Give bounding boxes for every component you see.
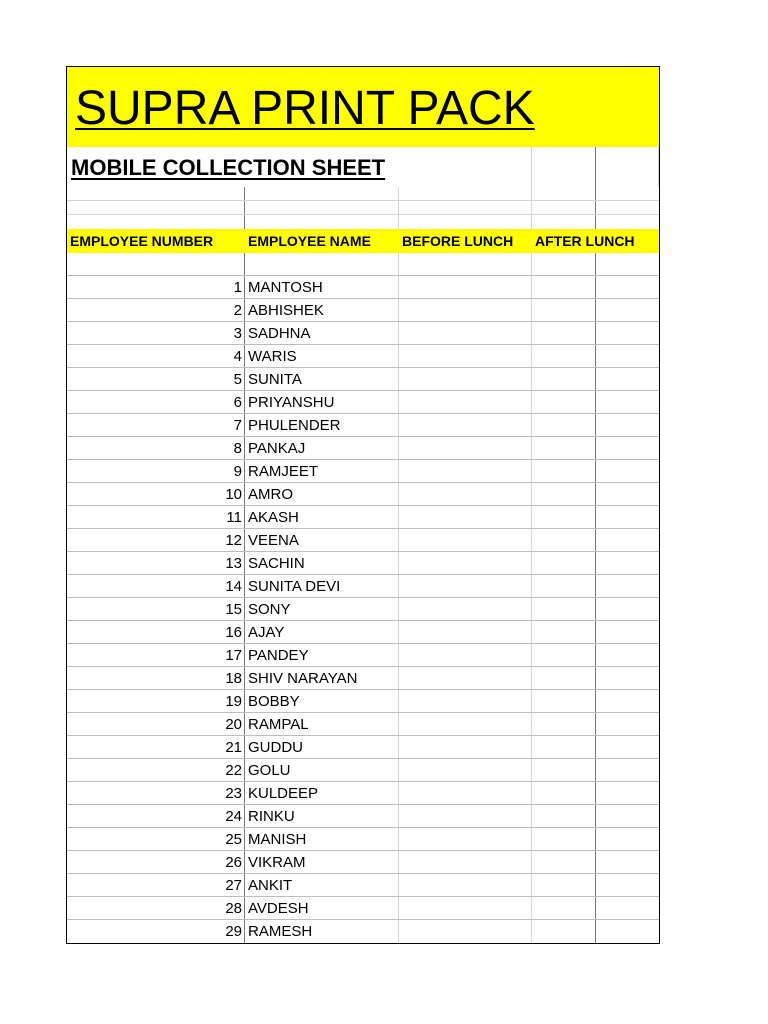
extra-cell[interactable]: [596, 483, 659, 505]
table-row: [67, 644, 659, 667]
extra-cell[interactable]: [596, 667, 659, 689]
employee-table-body: [67, 276, 659, 943]
employee-number-cell: 19: [67, 690, 245, 712]
extra-cell[interactable]: [596, 414, 659, 436]
employee-number-cell: 21: [67, 736, 245, 758]
extra-cell[interactable]: [596, 920, 659, 943]
before-lunch-cell[interactable]: [399, 851, 532, 873]
after-lunch-cell[interactable]: [532, 276, 596, 298]
employee-name-cell: MANISH: [245, 828, 399, 850]
table-row: [67, 759, 659, 782]
table-row: [67, 506, 659, 529]
after-lunch-cell[interactable]: [532, 460, 596, 482]
employee-number-cell: 18: [67, 667, 245, 689]
before-lunch-cell[interactable]: [399, 805, 532, 827]
before-lunch-cell[interactable]: [399, 828, 532, 850]
after-lunch-cell[interactable]: [532, 920, 596, 943]
employee-number-cell: 24: [67, 805, 245, 827]
employee-name-cell: PRIYANSHU: [245, 391, 399, 413]
employee-number-cell: 11: [67, 506, 245, 528]
extra-cell[interactable]: [596, 322, 659, 344]
after-lunch-cell[interactable]: [532, 368, 596, 390]
after-lunch-cell[interactable]: [532, 713, 596, 735]
before-lunch-cell[interactable]: [399, 276, 532, 298]
table-row: [67, 414, 659, 437]
before-lunch-cell[interactable]: [399, 782, 532, 804]
after-lunch-cell[interactable]: [532, 805, 596, 827]
extra-cell[interactable]: [596, 529, 659, 551]
after-lunch-cell[interactable]: [532, 345, 596, 367]
employee-number-cell: 7: [67, 414, 245, 436]
employee-number-cell: 6: [67, 391, 245, 413]
employee-number-cell: 28: [67, 897, 245, 919]
employee-name-cell: AMRO: [245, 483, 399, 505]
before-lunch-cell[interactable]: [399, 690, 532, 712]
after-lunch-cell[interactable]: [532, 782, 596, 804]
employee-name-cell: SONY: [245, 598, 399, 620]
blank-row: [67, 187, 659, 201]
extra-cell[interactable]: [596, 644, 659, 666]
before-lunch-cell[interactable]: [399, 529, 532, 551]
employee-name-cell: PANDEY: [245, 644, 399, 666]
employee-name-cell: SUNITA: [245, 368, 399, 390]
before-lunch-cell[interactable]: [399, 897, 532, 919]
employee-number-cell: 29: [67, 920, 245, 943]
extra-cell[interactable]: [596, 897, 659, 919]
before-lunch-cell[interactable]: [399, 598, 532, 620]
employee-number-cell: 8: [67, 437, 245, 459]
before-lunch-cell[interactable]: [399, 460, 532, 482]
employee-number-cell: 9: [67, 460, 245, 482]
header-employee-number: EMPLOYEE NUMBER: [70, 233, 214, 249]
employee-number-cell: 25: [67, 828, 245, 850]
after-lunch-cell[interactable]: [532, 483, 596, 505]
table-row: [67, 851, 659, 874]
table-row: [67, 598, 659, 621]
before-lunch-cell[interactable]: [399, 575, 532, 597]
before-lunch-cell[interactable]: [399, 345, 532, 367]
employee-number-cell: 15: [67, 598, 245, 620]
employee-number-cell: 27: [67, 874, 245, 896]
employee-name-cell: VIKRAM: [245, 851, 399, 873]
before-lunch-cell[interactable]: [399, 391, 532, 413]
employee-name-cell: SACHIN: [245, 552, 399, 574]
table-row: [67, 529, 659, 552]
extra-cell[interactable]: [596, 345, 659, 367]
employee-number-cell: 13: [67, 552, 245, 574]
table-row: [67, 920, 659, 943]
extra-cell[interactable]: [596, 805, 659, 827]
table-row: [67, 782, 659, 805]
employee-number-cell: 20: [67, 713, 245, 735]
table-row: [67, 828, 659, 851]
employee-name-cell: RAMESH: [245, 920, 399, 943]
after-lunch-cell[interactable]: [532, 598, 596, 620]
before-lunch-cell[interactable]: [399, 483, 532, 505]
before-lunch-cell[interactable]: [399, 920, 532, 943]
employee-number-cell: 23: [67, 782, 245, 804]
extra-cell[interactable]: [596, 368, 659, 390]
extra-cell[interactable]: [596, 828, 659, 850]
extra-cell[interactable]: [596, 782, 659, 804]
before-lunch-cell[interactable]: [399, 437, 532, 459]
extra-cell[interactable]: [596, 598, 659, 620]
extra-cell[interactable]: [596, 690, 659, 712]
after-lunch-cell[interactable]: [532, 851, 596, 873]
employee-name-cell: AVDESH: [245, 897, 399, 919]
extra-cell[interactable]: [596, 437, 659, 459]
after-lunch-cell[interactable]: [532, 575, 596, 597]
extra-cell[interactable]: [596, 874, 659, 896]
before-lunch-cell[interactable]: [399, 644, 532, 666]
employee-name-cell: RAMPAL: [245, 713, 399, 735]
employee-name-cell: WARIS: [245, 345, 399, 367]
extra-cell[interactable]: [596, 391, 659, 413]
after-lunch-cell[interactable]: [532, 322, 596, 344]
blank-row: [67, 215, 659, 229]
column-header-row: [67, 229, 659, 253]
before-lunch-cell[interactable]: [399, 368, 532, 390]
table-row: [67, 805, 659, 828]
extra-cell[interactable]: [596, 276, 659, 298]
subtitle-row: [67, 147, 659, 187]
after-lunch-cell[interactable]: [532, 690, 596, 712]
employee-name-cell: SUNITA DEVI: [245, 575, 399, 597]
employee-number-cell: 2: [67, 299, 245, 321]
employee-name-cell: ANKIT: [245, 874, 399, 896]
before-lunch-cell[interactable]: [399, 736, 532, 758]
blank-row: [67, 201, 659, 215]
table-row: [67, 276, 659, 299]
table-row: [67, 713, 659, 736]
employee-name-cell: RAMJEET: [245, 460, 399, 482]
table-row: [67, 690, 659, 713]
after-lunch-cell[interactable]: [532, 621, 596, 643]
employee-name-cell: GOLU: [245, 759, 399, 781]
employee-number-cell: 3: [67, 322, 245, 344]
table-row: [67, 874, 659, 897]
employee-number-cell: 5: [67, 368, 245, 390]
table-row: [67, 368, 659, 391]
before-lunch-cell[interactable]: [399, 322, 532, 344]
employee-number-cell: 17: [67, 644, 245, 666]
after-lunch-cell[interactable]: [532, 644, 596, 666]
employee-name-cell: SHIV NARAYAN: [245, 667, 399, 689]
table-row: [67, 437, 659, 460]
employee-name-cell: SADHNA: [245, 322, 399, 344]
after-lunch-cell[interactable]: [532, 759, 596, 781]
before-lunch-cell[interactable]: [399, 667, 532, 689]
after-lunch-cell[interactable]: [532, 736, 596, 758]
employee-name-cell: GUDDU: [245, 736, 399, 758]
before-lunch-cell[interactable]: [399, 414, 532, 436]
employee-number-cell: 4: [67, 345, 245, 367]
employee-name-cell: PHULENDER: [245, 414, 399, 436]
before-lunch-cell[interactable]: [399, 299, 532, 321]
table-row: [67, 322, 659, 345]
before-lunch-cell[interactable]: [399, 506, 532, 528]
employee-number-cell: 12: [67, 529, 245, 551]
table-row: [67, 345, 659, 368]
title-banner: [67, 67, 659, 147]
extra-cell[interactable]: [596, 299, 659, 321]
employee-number-cell: 26: [67, 851, 245, 873]
table-row: [67, 391, 659, 414]
after-lunch-cell[interactable]: [532, 299, 596, 321]
extra-cell[interactable]: [596, 736, 659, 758]
employee-name-cell: AJAY: [245, 621, 399, 643]
before-lunch-cell[interactable]: [399, 552, 532, 574]
after-lunch-cell[interactable]: [532, 414, 596, 436]
extra-cell[interactable]: [596, 552, 659, 574]
after-lunch-cell[interactable]: [532, 506, 596, 528]
employee-number-cell: 16: [67, 621, 245, 643]
extra-cell[interactable]: [596, 713, 659, 735]
employee-number-cell: 1: [67, 276, 245, 298]
after-lunch-cell[interactable]: [532, 897, 596, 919]
employee-name-cell: ABHISHEK: [245, 299, 399, 321]
employee-number-cell: 14: [67, 575, 245, 597]
table-row: [67, 483, 659, 506]
after-lunch-cell[interactable]: [532, 874, 596, 896]
extra-cell[interactable]: [596, 506, 659, 528]
employee-name-cell: BOBBY: [245, 690, 399, 712]
extra-cell[interactable]: [596, 759, 659, 781]
table-row: [67, 575, 659, 598]
table-row: [67, 460, 659, 483]
employee-number-cell: 10: [67, 483, 245, 505]
before-lunch-cell[interactable]: [399, 621, 532, 643]
employee-number-cell: 22: [67, 759, 245, 781]
employee-name-cell: KULDEEP: [245, 782, 399, 804]
header-before-lunch: BEFORE LUNCH: [402, 233, 514, 249]
spacer-row: [67, 253, 659, 276]
sheet-subtitle: MOBILE COLLECTION SHEET: [71, 155, 386, 180]
extra-cell[interactable]: [596, 460, 659, 482]
after-lunch-cell[interactable]: [532, 667, 596, 689]
table-row: [67, 299, 659, 322]
table-row: [67, 552, 659, 575]
table-row: [67, 667, 659, 690]
after-lunch-cell[interactable]: [532, 391, 596, 413]
employee-name-cell: PANKAJ: [245, 437, 399, 459]
table-row: [67, 621, 659, 644]
before-lunch-cell[interactable]: [399, 713, 532, 735]
collection-sheet: [66, 66, 660, 944]
before-lunch-cell[interactable]: [399, 759, 532, 781]
table-row: [67, 736, 659, 759]
company-title: SUPRA PRINT PACK: [75, 82, 535, 135]
header-employee-name: EMPLOYEE NAME: [248, 233, 371, 249]
extra-cell[interactable]: [596, 621, 659, 643]
after-lunch-cell[interactable]: [532, 552, 596, 574]
employee-name-cell: AKASH: [245, 506, 399, 528]
extra-cell[interactable]: [596, 575, 659, 597]
after-lunch-cell[interactable]: [532, 529, 596, 551]
header-after-lunch: AFTER LUNCH: [535, 233, 635, 249]
employee-name-cell: VEENA: [245, 529, 399, 551]
before-lunch-cell[interactable]: [399, 874, 532, 896]
employee-name-cell: MANTOSH: [245, 276, 399, 298]
after-lunch-cell[interactable]: [532, 437, 596, 459]
after-lunch-cell[interactable]: [532, 828, 596, 850]
extra-cell[interactable]: [596, 851, 659, 873]
table-row: [67, 897, 659, 920]
employee-name-cell: RINKU: [245, 805, 399, 827]
